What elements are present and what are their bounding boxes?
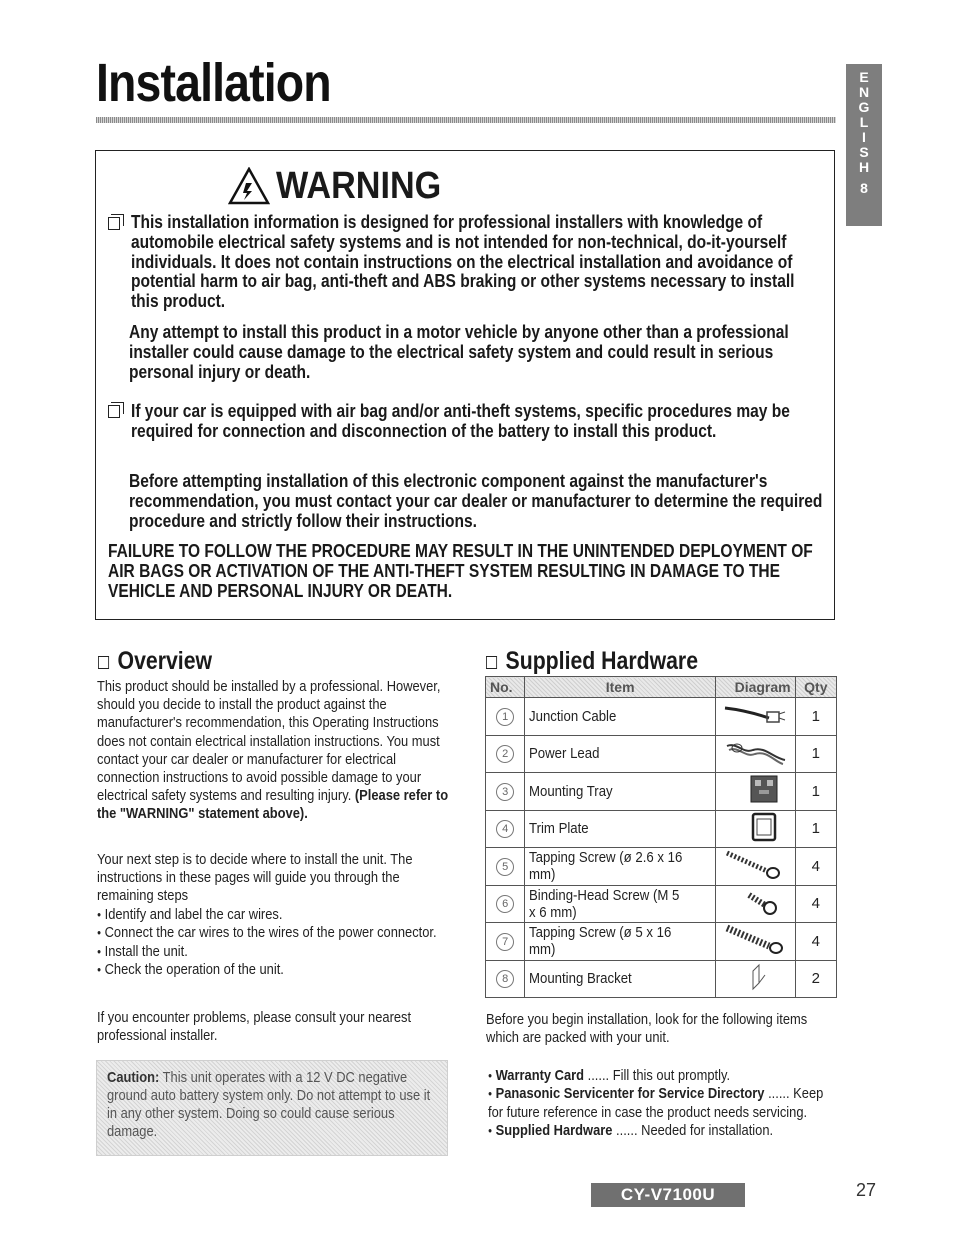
warning-paragraph: Any attempt to install this product in a motor vehicle by anyone other than a professional installer could cause damage to the electrical safety system and could result in serious personal injury or death. <box>129 321 789 382</box>
item-name: Power Lead <box>529 745 600 763</box>
language-tab-letter: H <box>858 159 870 175</box>
row-number: 2 <box>496 745 514 763</box>
list-item: ● Supplied Hardware ...... Needed for installation. <box>488 1122 841 1140</box>
page-number: 27 <box>856 1180 877 1200</box>
mounting-bracket-diagram-icon <box>715 960 795 998</box>
overview-next-steps: Your next step is to decide where to install the unit. The instructions in these pages will guide you through the remaining steps <box>97 851 413 905</box>
language-tab-number: 8 <box>860 180 868 196</box>
language-tab-letter: L <box>859 114 869 130</box>
item-qty: 1 <box>795 810 836 848</box>
tapping-screw-diagram-icon <box>715 848 795 886</box>
item-qty: 1 <box>795 773 836 811</box>
overview-help-text: If you encounter problems, please consult your nearest professional installer. <box>97 1009 412 1045</box>
table-row <box>486 923 837 961</box>
row-number: 3 <box>496 783 514 801</box>
warning-heading-text: WARNING <box>276 164 442 207</box>
warning-paragraph: Before attempting installation of this electronic component against the manufacturer's recommendation, you must contact your car dealer or manufacturer to determine the required procedure and strictly follow their instructions. <box>129 470 823 531</box>
table-row <box>486 698 837 736</box>
language-tab <box>846 64 882 226</box>
item-name: Trim Plate <box>529 820 589 838</box>
caution-box <box>96 1060 448 1156</box>
list-item: ● Warranty Card ...... Fill this out promptly. <box>488 1067 841 1085</box>
language-tab-letter: E <box>859 69 869 85</box>
column-header: Diagram <box>715 677 795 698</box>
language-tab-letter: S <box>859 144 869 160</box>
list-item: ● Identify and label the car wires. <box>97 906 451 924</box>
table-row <box>486 885 837 923</box>
title-rule <box>96 117 836 123</box>
caution-label: Caution: <box>107 1069 160 1086</box>
checkbox-bullet-icon <box>108 405 120 418</box>
list-item: ● Connect the car wires to the wires of the power connector. <box>97 924 451 942</box>
overview-bullet-list <box>97 906 509 979</box>
column-header: No. <box>486 677 525 698</box>
junction-cable-diagram-icon <box>715 698 795 736</box>
language-tab-letter: N <box>858 84 870 100</box>
item-name: Junction Cable <box>529 707 617 725</box>
row-number: 4 <box>496 820 514 838</box>
list-item: ● Check the operation of the unit. <box>97 961 451 979</box>
item-qty: 2 <box>795 960 836 998</box>
power-lead-diagram-icon <box>715 735 795 773</box>
warning-paragraph: If your car is equipped with air bag and/or anti-theft systems, specific procedures may be required for connection and disconnection of the battery to install this product. <box>131 400 790 441</box>
language-tab-letter: I <box>862 129 866 145</box>
row-number: 7 <box>496 933 514 951</box>
row-number: 8 <box>496 970 514 988</box>
section-box-icon <box>98 656 109 669</box>
language-tab-letter: G <box>858 99 870 115</box>
row-number: 5 <box>496 858 514 876</box>
item-qty: 1 <box>795 735 836 773</box>
model-badge: CY-V7100U <box>591 1183 745 1207</box>
item-name: Mounting Bracket <box>529 970 633 988</box>
overview-heading: Overview <box>98 647 212 676</box>
table-row <box>486 810 837 848</box>
trim-plate-diagram-icon <box>715 810 795 848</box>
table-header-row <box>486 677 837 698</box>
supplied-hardware-heading: Supplied Hardware <box>486 647 698 676</box>
item-qty: 1 <box>795 698 836 736</box>
item-qty: 4 <box>795 923 836 961</box>
row-number: 1 <box>496 708 514 726</box>
supplied-hardware-note: Before you begin installation, look for the following items which are packed with your unit. <box>486 1011 808 1047</box>
section-box-icon <box>486 656 497 669</box>
caution-text: This unit operates with a 12 V DC negative ground auto battery system only. Do not attempt to use it in any other system. Doing so could cause serious damage. <box>107 1069 431 1140</box>
column-header: Qty <box>795 677 836 698</box>
list-item: ● Install the unit. <box>97 943 451 961</box>
item-name: Mounting Tray <box>529 782 613 800</box>
item-name: Tapping Screw (ø 5 x 16 mm) <box>529 924 672 959</box>
list-item: ● Panasonic Servicenter for Service Directory ...... Keep for future reference in case the product needs servicing. <box>488 1085 841 1121</box>
warning-triangle-icon <box>228 167 270 205</box>
item-name: Binding-Head Screw (M 5 x 6 mm) <box>529 886 680 921</box>
checkbox-bullet-icon <box>108 217 120 230</box>
table-row <box>486 960 837 998</box>
binding-head-screw-diagram-icon <box>715 885 795 923</box>
warning-paragraph-caps: FAILURE TO FOLLOW THE PROCEDURE MAY RESULT IN THE UNINTENDED DEPLOYMENT OF AIR BAGS OR ACTIVATION OF THE ANTI-THEFT SYSTEM RESULTING IN DAMAGE TO THE VEHICLE AND PERSONAL INJURY OR DEATH. <box>108 540 813 601</box>
item-name: Tapping Screw (ø 2.6 x 16 mm) <box>529 849 683 884</box>
column-header: Item <box>525 677 716 698</box>
overview-text: This product should be installed by a professional. However, should you decide to install the product against the manufacturer's recommendation, this Operating Instructions does not contain electrical installation instructions. You must contact your car dealer or manufacturer for electrical connection instructions to avoid possible damage to your electrical safety systems and resulting injury. (Please refer to the "WARNING" statement above). <box>97 678 449 823</box>
page-title: Installation <box>96 53 331 113</box>
mounting-tray-diagram-icon <box>715 773 795 811</box>
warning-heading <box>228 166 460 206</box>
item-qty: 4 <box>795 885 836 923</box>
table-row <box>486 848 837 886</box>
table-row <box>486 735 837 773</box>
warning-paragraph: This installation information is designed for professional installers with knowledge of automobile electrical safety systems and is not intended for non-technical, do-it-yourself individuals. It does not contain instructions on the electrical installation and avoidance of potential harm to air bag, anti-theft and ABS braking or other systems necessary to install this product. <box>131 211 795 312</box>
row-number: 6 <box>496 895 514 913</box>
hardware-table <box>485 676 837 998</box>
table-row <box>486 773 837 811</box>
tapping-screw-large-diagram-icon <box>715 923 795 961</box>
item-qty: 4 <box>795 848 836 886</box>
packed-items-list <box>488 1067 898 1140</box>
